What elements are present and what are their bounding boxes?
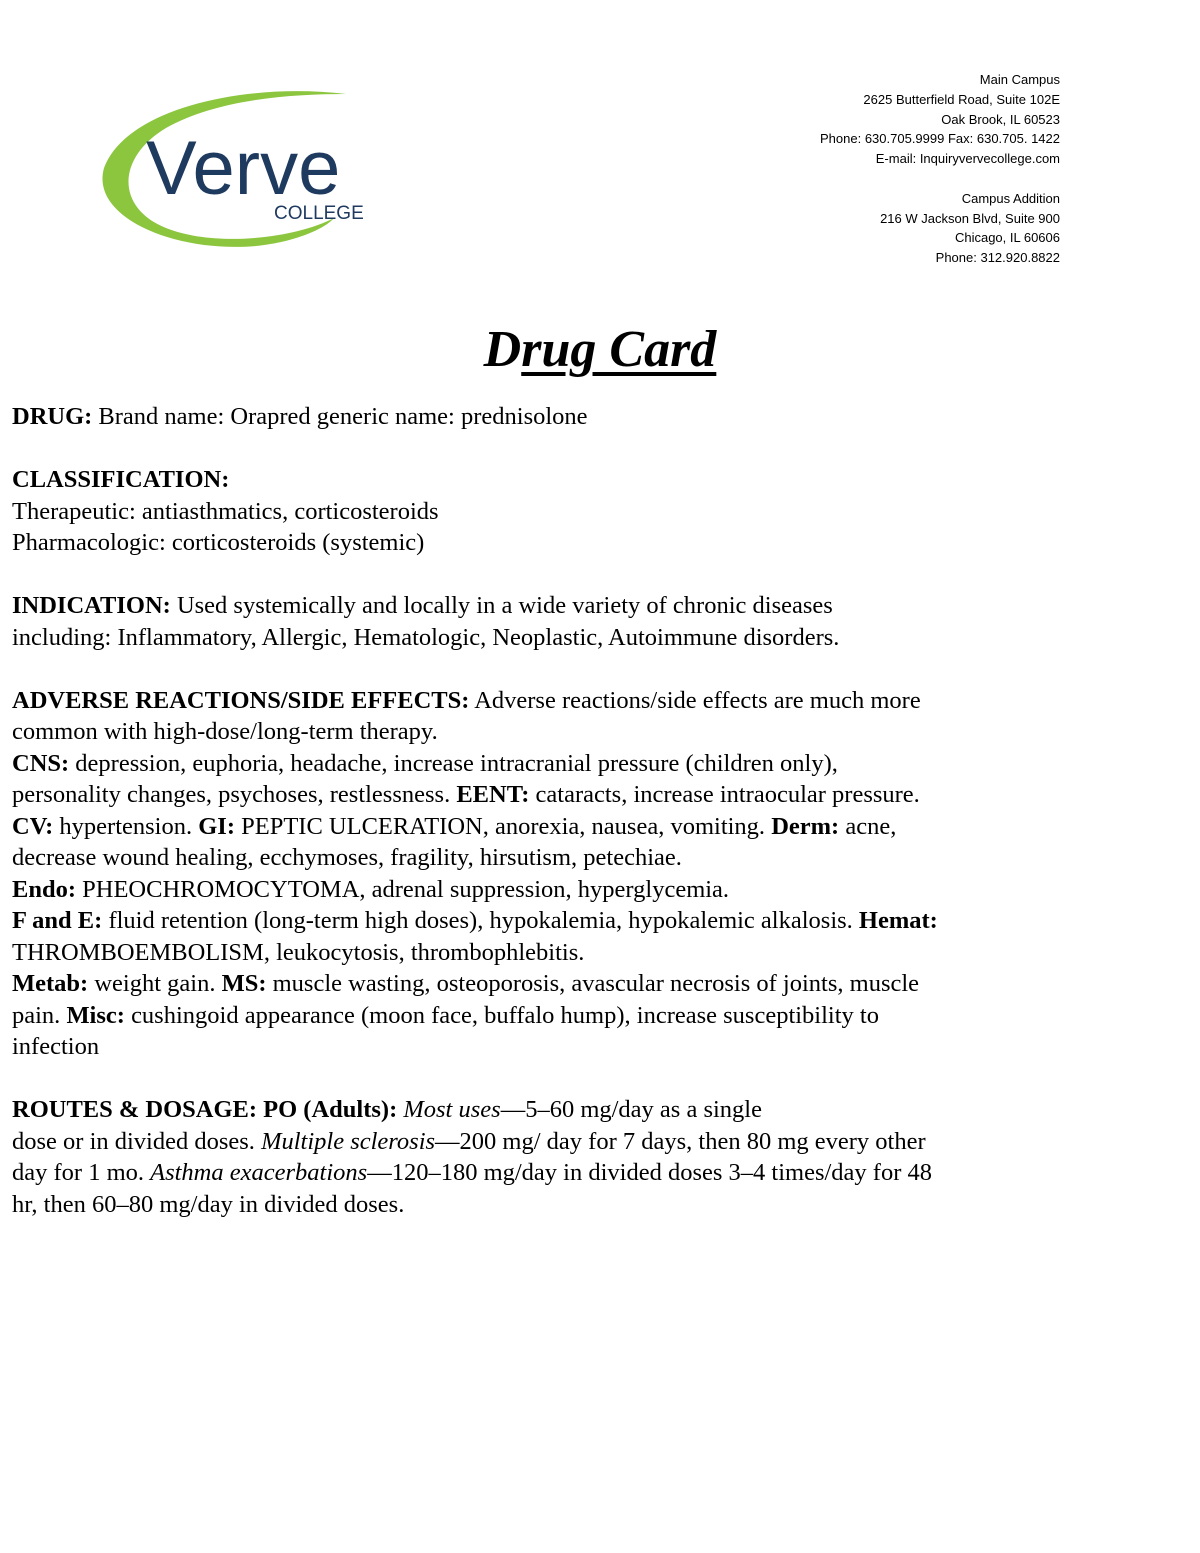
adverse-metab-line: Metab: weight gain. MS: muscle wasting, osteoporosis, avascular necrosis of joints, muscle (12, 970, 920, 997)
classification-therapeutic: Therapeutic: antiasthmatics, corticosteroids (12, 497, 439, 525)
routes-line-3: day for 1 mo. Asthma exacerbations—120–180 mg/day in divided doses 3–4 times/day for 48 (12, 1159, 932, 1186)
adverse-cv-line: CV: hypertension. GI: PEPTIC ULCERATION, anorexia, nausea, vomiting. Derm: acne, (12, 812, 897, 840)
main-campus-city: Oak Brook, IL 60523 (941, 111, 1060, 127)
drug-label: DRUG: (12, 403, 93, 430)
main-campus-title: Main Campus (979, 72, 1060, 87)
logo-wordmark: Verve (146, 126, 341, 211)
drug-line (12, 401, 1092, 433)
endo-label: Endo: (12, 875, 77, 903)
routes-line-1: ROUTES & DOSAGE: PO (Adults): Most uses—5–60 mg/day as a single (12, 1096, 762, 1123)
routes-label: ROUTES & DOSAGE: PO (Adults): (12, 1096, 398, 1123)
adverse-eent-line: personality changes, psychoses, restlessness. EENT: cataracts, increase intraocular pressure. (12, 781, 920, 808)
adverse-cns-line: CNS: depression, euphoria, headache, increase intracranial pressure (children only), (12, 749, 838, 777)
indication-line-1: INDICATION: Used systemically and locally in a wide variety of chronic diseases (12, 592, 833, 619)
logo-graphic (96, 88, 396, 253)
adverse-line-2: common with high-dose/long-term therapy. (12, 718, 438, 745)
campus-addition-phone: Phone: 312.920.8822 (935, 250, 1060, 266)
indication-label: INDICATION: (12, 592, 171, 619)
adverse-misc-end: infection (12, 1033, 100, 1060)
adverse-label: ADVERSE REACTIONS/SIDE EFFECTS: (12, 686, 470, 714)
campus-addition-street: 216 W Jackson Blvd, Suite 900 (880, 210, 1060, 226)
classification-pharmacologic: Pharmacologic: corticosteroids (systemic) (12, 529, 425, 556)
drug-card-body (12, 401, 1092, 1220)
cv-label: CV: (12, 812, 54, 840)
metab-label: Metab: (12, 970, 89, 997)
title-underlined: rug Card (521, 321, 717, 378)
indication-line-2: including: Inflammatory, Allergic, Hematologic, Neoplastic, Autoimmune disorders. (12, 623, 840, 651)
fe-label: F and E: (12, 907, 103, 934)
cns-label: CNS: (12, 749, 70, 777)
hemat-label: Hemat: (858, 907, 938, 934)
adverse-hemat-line: THROMBOEMBOLISM, leukocytosis, thrombophlebitis. (12, 938, 585, 966)
adverse-misc-line: pain. Misc: cushingoid appearance (moon face, buffalo hump), increase susceptibility to (12, 1001, 879, 1029)
adverse-line-1: ADVERSE REACTIONS/SIDE EFFECTS: Adverse reactions/side effects are much more (12, 686, 921, 714)
adverse-endo-line: Endo: PHEOCHROMOCYTOMA, adrenal suppression, hyperglycemia. (12, 875, 730, 903)
campus-address-block (820, 70, 1060, 268)
classification-label: CLASSIFICATION: (12, 466, 230, 493)
logo-subtext: COLLEGE (274, 203, 364, 224)
misc-label: Misc: (66, 1001, 125, 1029)
ms-label: MS: (221, 970, 267, 997)
page-title (0, 318, 1200, 382)
adverse-fe-line: F and E: fluid retention (long-term high doses), hypokalemia, hypokalemic alkalosis. Hemat: (12, 907, 938, 934)
title-first-letter: D (483, 321, 522, 378)
adverse-derm-line: decrease wound healing, ecchymoses, fragility, hirsutism, petechiae. (12, 844, 682, 871)
campus-addition-title: Campus Addition (961, 190, 1060, 206)
main-campus-email: E-mail: Inquiryvervecollege.com (875, 151, 1060, 167)
routes-line-2: dose or in divided doses. Multiple sclerosis—200 mg/ day for 7 days, then 80 mg every other (12, 1127, 926, 1155)
eent-label: EENT: (456, 781, 530, 808)
verve-college-logo (96, 88, 396, 253)
campus-addition-city: Chicago, IL 60606 (954, 230, 1060, 246)
main-campus-phone: Phone: 630.705.9999 Fax: 630.705. 1422 (820, 131, 1060, 147)
main-campus-street: 2625 Butterfield Road, Suite 102E (863, 91, 1060, 107)
routes-line-4: hr, then 60–80 mg/day in divided doses. (12, 1190, 405, 1218)
drug-text: Brand name: Orapred generic name: prednisolone (92, 403, 588, 430)
derm-label: Derm: (771, 812, 840, 840)
gi-label: GI: (198, 812, 235, 840)
